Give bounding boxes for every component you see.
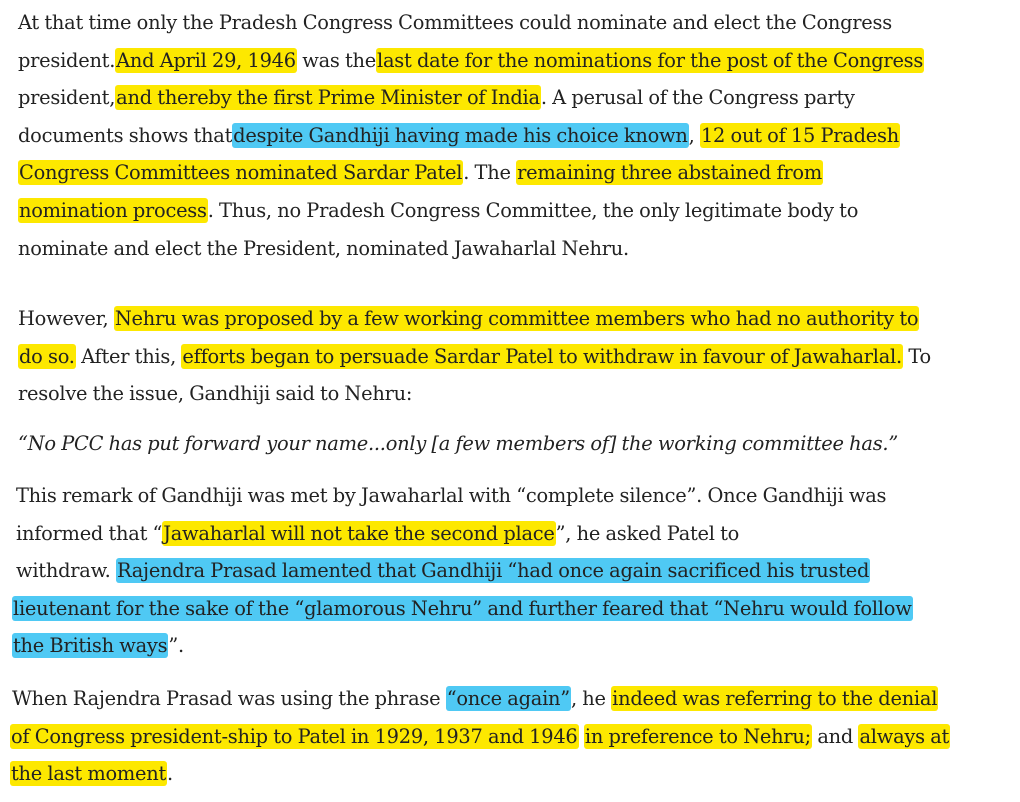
highlight-yellow: in preference to Nehru;	[584, 724, 811, 748]
highlight-blue: lieutenant for the sake of the “glamorous Nehru” and further feared that “Nehru would follow	[13, 596, 912, 620]
text-line	[18, 192, 924, 230]
text-line	[18, 79, 924, 117]
text-span: However,	[18, 307, 114, 330]
text-span: and	[811, 724, 859, 748]
highlight-yellow: always at	[859, 724, 950, 748]
text-span: , he	[570, 687, 612, 710]
text-line	[18, 4, 924, 42]
text-line	[12, 627, 913, 665]
text-span: president.	[18, 48, 116, 72]
text-line	[18, 230, 924, 268]
highlight-yellow: do so.	[19, 344, 75, 368]
text-line	[12, 590, 913, 628]
highlight-yellow: and thereby the first Prime Minister of India	[116, 86, 540, 110]
text-line	[18, 338, 931, 376]
text-span: ”.	[168, 634, 184, 658]
highlight-yellow: Nehru was proposed by a few working committee members who had no authority to	[114, 307, 919, 330]
highlight-yellow: Congress Committees nominated Sardar Patel	[19, 161, 463, 185]
highlight-yellow: last date for the nominations for the post of the Congress	[377, 48, 924, 72]
text-span: ”, he asked Patel to	[555, 521, 740, 545]
text-span: At that time only the Pradesh Congress Committees could nominate and elect the Congress	[18, 11, 892, 34]
text-span: nominate and elect the President, nominated Jawaharlal Nehru.	[18, 236, 629, 260]
text-span: After this,	[75, 344, 182, 368]
highlight-blue: the British ways	[13, 634, 168, 658]
text-line	[12, 680, 950, 718]
paragraph-nomination	[18, 4, 924, 267]
text-line	[18, 42, 924, 80]
text-span: . A perusal of the Congress party	[540, 86, 855, 110]
highlight-yellow: 12 out of 15 Pradesh	[700, 123, 899, 147]
text-span: withdraw.	[16, 559, 116, 583]
highlight-yellow: of Congress president-ship to Patel in 1929, 1937 and 1946	[11, 724, 578, 748]
text-span: “No PCC has put forward your name...only [a few members of] the working committee has.”	[18, 432, 898, 455]
text-span: . The	[463, 161, 517, 185]
highlight-blue: “once again”	[446, 687, 570, 710]
text-line	[10, 718, 950, 756]
text-line	[18, 375, 931, 413]
highlight-yellow: nomination process	[19, 198, 207, 222]
highlight-yellow: the last moment	[11, 762, 167, 786]
text-span: documents shows that	[18, 123, 233, 147]
text-line	[16, 515, 913, 553]
highlight-blue: Rajendra Prasad lamented that Gandhiji “had once again sacrificed his trusted	[116, 559, 870, 583]
paragraph-complete-silence	[13, 477, 913, 665]
text-line	[18, 300, 931, 338]
text-span: This remark of Gandhiji was met by Jawaharlal with “complete silence”. Once Gandhiji was	[16, 484, 887, 507]
text-span: .	[167, 762, 173, 786]
text-line	[18, 154, 924, 192]
text-span: ,	[688, 123, 700, 147]
paragraph-once-again	[12, 680, 950, 793]
text-line	[10, 755, 950, 793]
text-span: was the	[296, 48, 377, 72]
highlight-yellow: efforts began to persuade Sardar Patel to withdraw in favour of Jawaharlal.	[182, 344, 902, 368]
text-line	[18, 117, 924, 155]
gandhiji-quote	[18, 425, 898, 463]
highlight-yellow: And April 29, 1946	[116, 48, 296, 72]
highlight-yellow: remaining three abstained from	[517, 161, 822, 185]
text-line	[18, 425, 898, 463]
text-span: . Thus, no Pradesh Congress Committee, the only legitimate body to	[207, 198, 859, 222]
text-line	[16, 477, 913, 515]
text-span: informed that “	[16, 521, 163, 545]
text-span: president,	[18, 86, 116, 110]
highlight-blue: despite Gandhiji having made his choice known	[233, 123, 688, 147]
text-span: resolve the issue, Gandhiji said to Nehru:	[18, 382, 413, 406]
paragraph-nehru-proposed	[18, 300, 931, 413]
text-span: To	[902, 344, 931, 368]
text-span: When Rajendra Prasad was using the phrase	[12, 687, 446, 710]
highlight-yellow: Jawaharlal will not take the second place	[163, 521, 555, 545]
text-line	[16, 552, 913, 590]
highlight-yellow: indeed was referring to the denial	[612, 687, 938, 710]
